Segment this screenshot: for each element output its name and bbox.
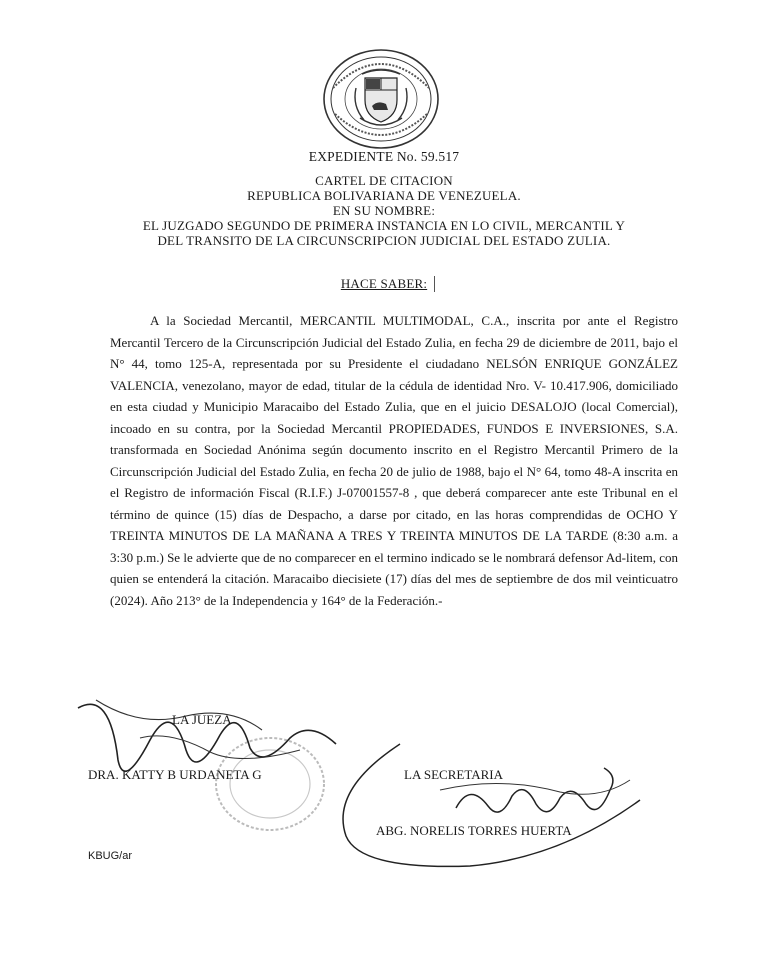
court-name-line2: DEL TRANSITO DE LA CIRCUNSCRIPCION JUDICIAL DEL ESTADO ZULIA. [157,233,611,248]
secretary-title: LA SECRETARIA [404,767,503,782]
en-su-nombre: EN SU NOMBRE: [332,203,436,218]
court-name-line1: EL JUZGADO SEGUNDO DE PRIMERA INSTANCIA EN LO CIVIL, MERCANTIL Y [142,218,626,233]
court-seal-icon [322,48,440,150]
document-initials: KBUG/ar [88,850,133,862]
expediente-number: EXPEDIENTE No. 59.517 [308,149,460,164]
republic-name: REPUBLICA BOLIVARIANA DE VENEZUELA. [247,188,521,203]
judge-title: LA JUEZA [172,712,232,727]
hace-saber-heading: HACE SABER: [340,276,428,291]
secretary-name: ABG. NORELIS TORRES HUERTA [376,823,572,838]
document-title: CARTEL DE CITACION [315,173,453,188]
citation-paragraph: A la Sociedad Mercantil, MERCANTIL MULTIMODAL, C.A., inscrita por ante el Registro Mercantil Tercero de la Circunscripción Judicial del Estado Zulia, en fecha 29 de diciembre de 2011, bajo el N° 44, tomo 125-A, representada por su Presidente el ciudadano NELSÓN ENRIQUE GONZÁLEZ VALENCIA, venezolano, mayor de edad, titular de la cédula de identidad Nro. V- 10.417.906, domiciliado en esta ciudad y Municipio Maracaibo del Estado Zulia, que en el juicio DESALOJO (local Comercial), incoado en su contra, por la Sociedad Mercantil PROPIEDADES, FUNDOS E INVERSIONES, S.A. transformada en Sociedad Anónima según documento inscrito en el Registro Mercantil Primero de la Circunscripción Judicial del Estado Zulia, en fecha 20 de julio de 1988, bajo el N° 64, tomo 48-A inscrita en el Registro de información Fiscal (R.I.F.) J-07001557-8 , que deberá comparecer ante este Tribunal en el término de quince (15) días de Despacho, a darse por citado, en las horas comprendidas de OCHO Y TREINTA MINUTOS DE LA MAÑANA A TRES Y TREINTA MINUTOS DE LA TARDE (8:30 a.m. a 3:30 p.m.) Se le advierte que de no comparecer en el termino indicado se le nombrará defensor Ad-litem, con quien se entenderá la citación. Maracaibo diecisiete (17) días del mes de septiembre de dos mil veinticuatro (2024). Año 213° de la Independencia y 164° de la Federación.- [110,313,678,608]
judge-name: DRA. KATTY B URDANETA G [88,767,262,782]
cursor-mark [434,276,435,292]
